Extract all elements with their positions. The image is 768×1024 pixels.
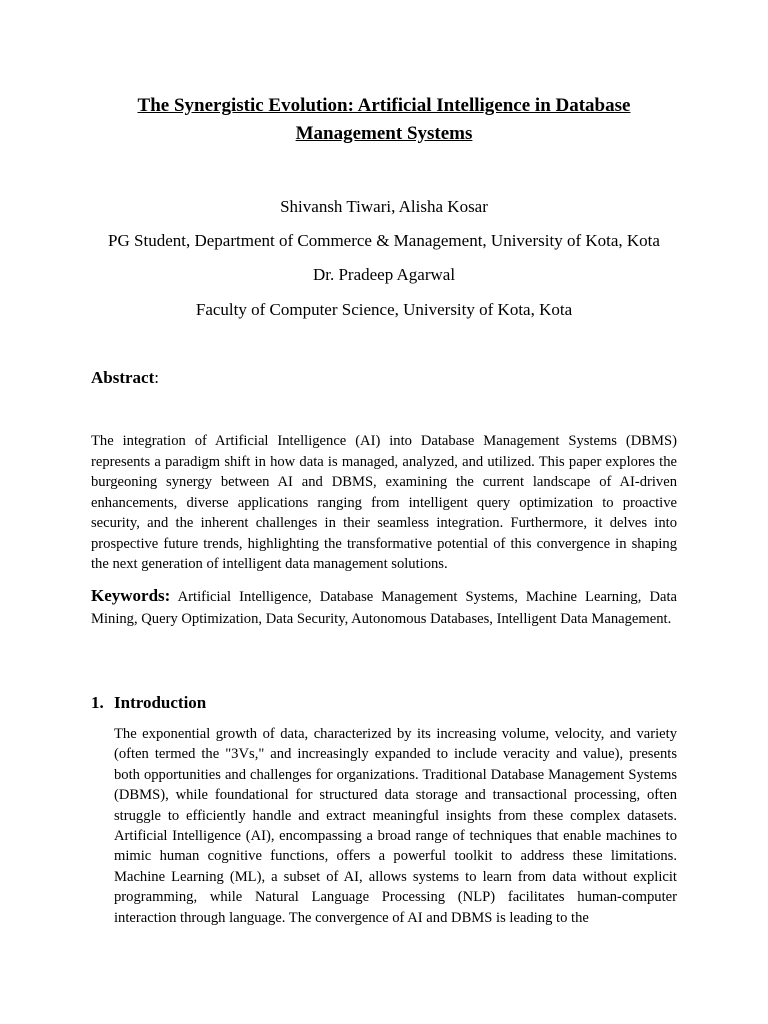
introduction-body: The exponential growth of data, characterized by its increasing volume, velocity, and variety (often termed the "3Vs," and increasingly expanded to include veracity and value), presents both opportunities and challenges for organizations. Traditional Database Management Systems (DBMS), while foundational for structured data storage and transactional processing, often struggle to efficiently handle and extract meaningful insights from these complex datasets. Artificial Intelligence (AI), encompassing a broad range of techniques that enable machines to mimic human cognitive functions, offers a powerful toolkit to address these limitations. Machine Learning (ML), a subset of AI, allows systems to learn from data without explicit programming, while Natural Language Processing (NLP) facilitates human-computer interaction through language. The convergence of AI and DBMS is leading to the [114,726,677,926]
abstract-heading-label: Abstract [91,368,155,387]
abstract-heading-colon: : [154,368,159,387]
paper-title: The Synergistic Evolution: Artificial Intelligence in Database Management Systems [137,95,631,144]
section-number: 1. [91,693,104,712]
keywords-list: Artificial Intelligence, Database Management Systems, Machine Learning, Data Mining, Query Optimization, Data Security, Autonomous Databases, Intelligent Data Management. [91,589,677,627]
keywords-label [91,586,170,605]
keywords-label-text: Keywords [91,586,165,605]
section-title: Introduction [114,693,207,712]
abstract-body: The integration of Artificial Intelligence (AI) into Database Management Systems (DBMS) represents a paradigm shift in how data is managed, analyzed, and utilized. This paper explores the burgeoning synergy between AI and DBMS, examining the current landscape of AI-driven enhancements, diverse applications ranging from intelligent query optimization to proactive security, and the inherent challenges in their seamless integration. Furthermore, it delves into prospective future trends, highlighting the transformative potential of this convergence in shaping the next generation of intelligent data management solutions. [91,433,677,572]
author-name-2: Dr. Pradeep Agarwal [312,265,456,284]
keywords-label-colon: : [164,586,171,605]
author-affiliation-2: Faculty of Computer Science, University of Kota, Kota [195,300,573,319]
abstract-heading [91,367,159,389]
author-affiliation-1: PG Student, Department of Commerce & Management, University of Kota, Kota [108,231,660,250]
keywords-paragraph [91,585,677,630]
section-heading-introduction [91,692,206,714]
author-names: Shivansh Tiwari, Alisha Kosar [280,197,488,216]
